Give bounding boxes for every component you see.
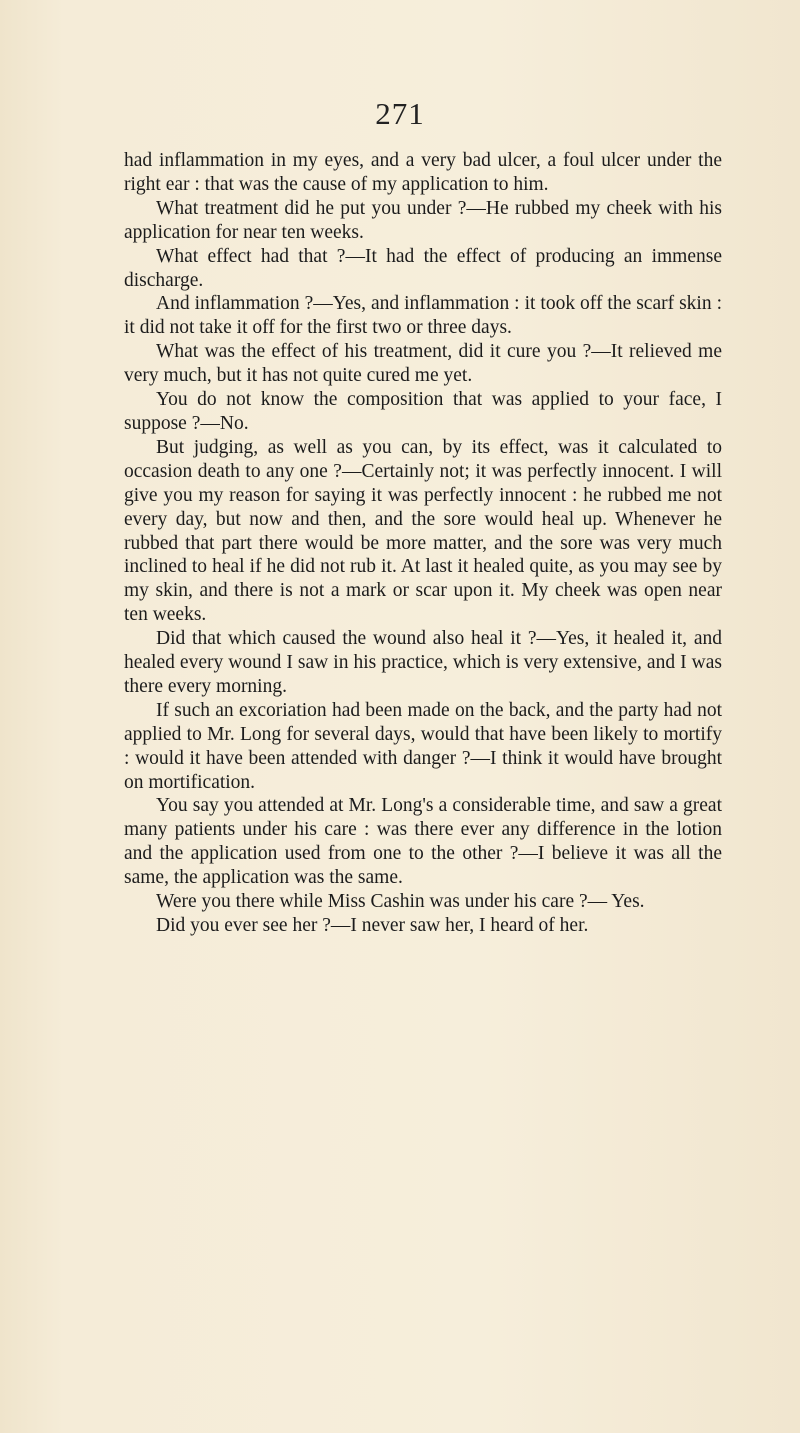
paragraph: Did that which caused the wound also heal it ?—Yes, it healed it, and healed every wound I saw in his practice, which is very extensive, and I was there every morning. — [124, 628, 722, 697]
body-text — [124, 149, 722, 938]
paragraph: Did you ever see her ?—I never saw her, I heard of her. — [156, 915, 589, 936]
paragraph: Were you there while Miss Cashin was under his care ?— Yes. — [156, 891, 645, 913]
paragraph: What was the effect of his treatment, did it cure you ?—It relieved me very much, but it has not quite cured me yet. — [124, 341, 722, 387]
paragraph: You do not know the composition that was applied to your face, I suppose ?—No. — [124, 389, 722, 434]
page-number: 271 — [375, 96, 425, 131]
paragraph: You say you attended at Mr. Long's a considerable time, and saw a great many patients under his care : was there ever any difference in the lotion and the application used from one to the other ?—I believe it was all the same, the application was the same. — [124, 795, 722, 889]
paragraph: And inflammation ?—Yes, and inflammation : it took off the scarf skin : it did not take it off for the first two or three days. — [124, 293, 722, 339]
paragraph: But judging, as well as you can, by its effect, was it calculated to occasion death to any one ?—Certainly not; it was perfectly innocent. I will give you my reason for saying it was perfectly innocent : he rubbed me not every day, but now and then, and the sore would heal up. Whenever he rubbed that part there would be more matter, and the sore was very much inclined to heal if he did not rub it. At last it healed quite, as you may see by my skin, and there is not a mark or scar upon it. My cheek was open near ten weeks. — [124, 436, 722, 626]
paragraph: had inflammation in my eyes, and a very bad ulcer, a foul ulcer under the right ear : that was the cause of my application to him. — [124, 150, 722, 195]
paragraph: What effect had that ?—It had the effect of producing an immense discharge. — [124, 245, 722, 291]
paragraph: What treatment did he put you under ?—He rubbed my cheek with his application for near ten weeks. — [124, 197, 722, 243]
paragraph: If such an excoriation had been made on the back, and the party had not applied to Mr. Long for several days, would that have been likely to mortify : would it have been attended with danger ?—I think it would have brought on mortification. — [124, 699, 722, 793]
